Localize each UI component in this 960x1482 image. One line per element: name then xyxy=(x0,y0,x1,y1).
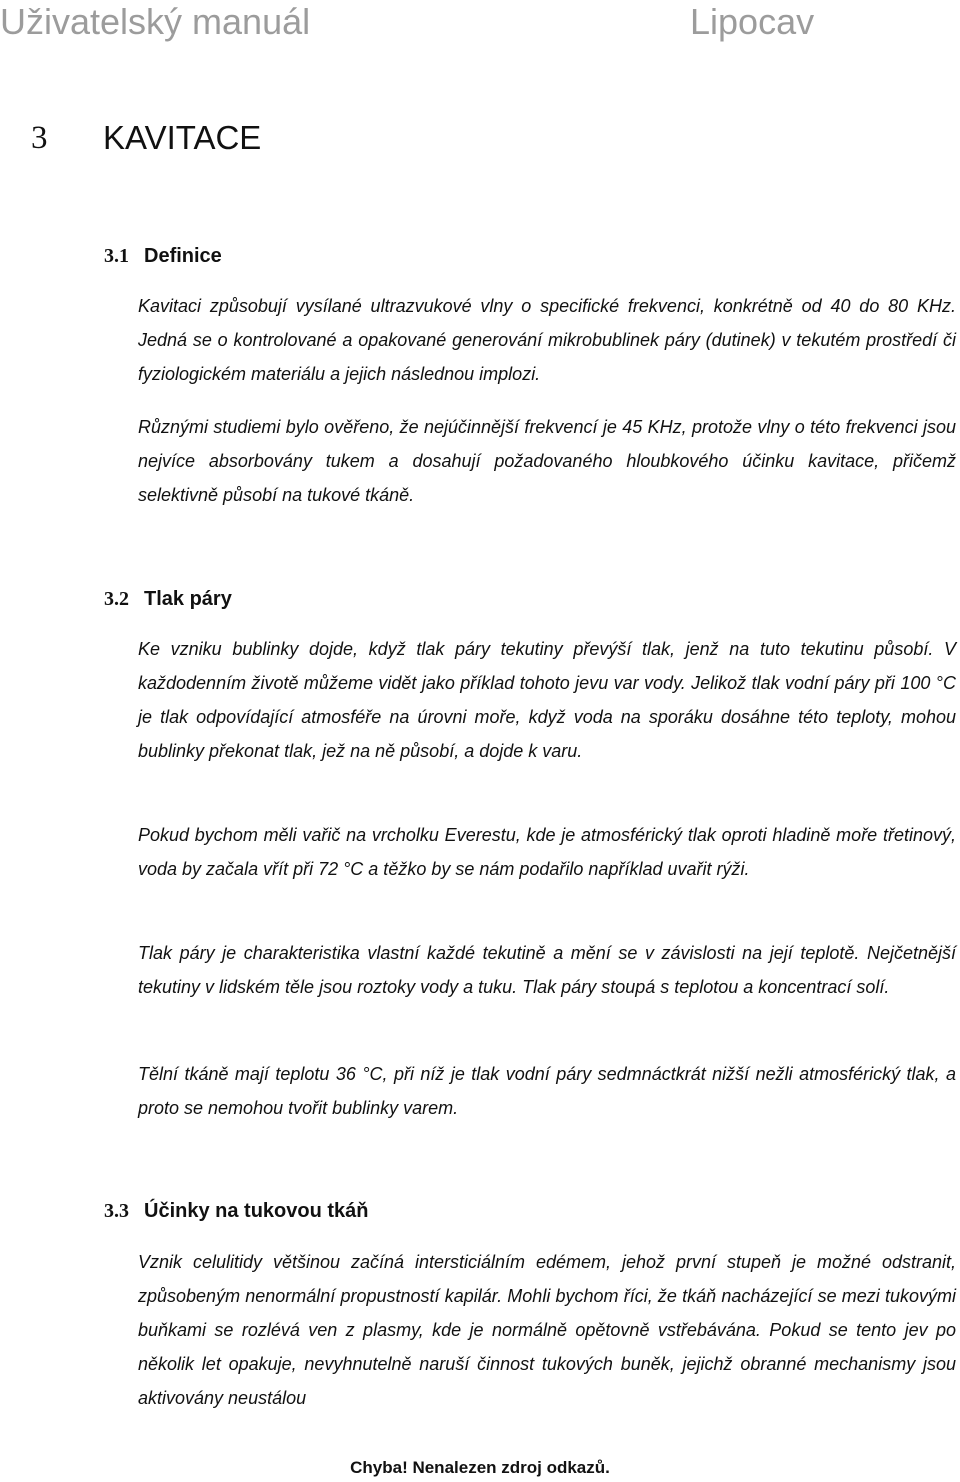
paragraph: Kavitaci způsobují vysílané ultrazvukové vlny o specifické frekvenci, konkrétně od 40 do 80 KHz. Jedná se o kontrolované a opakované generování mikrobublinek páry (dutinek) v tekutém prostředí či fyziologickém materiálu a jejich následnou implozi. xyxy=(138,296,956,384)
paragraph: Různými studiemi bylo ověřeno, že nejúčinnější frekvencí je 45 KHz, protože vlny o této frekvenci jsou nejvíce absorbovány tukem a dosahují požadovaného hloubkového účinku kavitace, přičemž selektivně působí na tukové tkáně. xyxy=(138,417,956,505)
paragraph: Tělní tkáně mají teplotu 36 °C, při níž je tlak vodní páry sedmnáctkrát nižší nežli atmosférický tlak, a proto se nemohou tvořit bublinky varem. xyxy=(138,1064,956,1118)
section-title: Definice xyxy=(144,245,222,267)
section-title: Účinky na tukovou tkáň xyxy=(144,1200,369,1222)
paragraph: Tlak páry je charakteristika vlastní každé tekutině a mění se v závislosti na její teplotě. Nejčetnější tekutiny v lidském těle jsou roztoky vody a tuku. Tlak páry stoupá s teplotou a koncentrací solí. xyxy=(138,943,956,997)
paragraph: Vznik celulitidy většinou začíná intersticiálním edémem, jehož první stupeň je možné odstranit, způsobeným nenormální propustností kapilár. Mohli bychom říci, že tkáň nacházející se mezi tukovými buňkami se rozlévá ven z plasmy, kde je normálně opětovně vstřebávána. Pokud se tento jev po několik let opakuje, nevyhnutelně naruší činnost tukových buněk, jejichž obranné mechanismy jsou aktivovány neustálou xyxy=(138,1252,956,1408)
section-number: 3.3 xyxy=(104,1200,129,1222)
document-title: Uživatelský manuál xyxy=(0,1,311,42)
section-title: Tlak páry xyxy=(144,588,232,610)
page-footer: Chyba! Nenalezen zdroj odkazů. xyxy=(350,1458,610,1477)
section-number: 3.2 xyxy=(104,588,129,610)
chapter-title: KAVITACE xyxy=(103,119,262,156)
product-name: Lipocav xyxy=(690,1,815,42)
paragraph: Pokud bychom měli vařič na vrcholku Everestu, kde je atmosférický tlak oproti hladině moře třetinový, voda by začala vřít při 72 °C a těžko by se nám podařilo například uvařit rýži. xyxy=(138,825,956,879)
section-number: 3.1 xyxy=(104,245,129,267)
chapter-number: 3 xyxy=(31,120,48,156)
paragraph: Ke vzniku bublinky dojde, když tlak páry tekutiny převýší tlak, jenž na tuto tekutinu působí. V každodenním životě můžeme vidět jako příklad tohoto jevu var vody. Jelikož tlak vodní páry při 100 °C je tlak odpovídající atmosféře na úrovni moře, když voda na sporáku dosáhne této teploty, mohou bublinky překonat tlak, jež na ně působí, a dojde k varu. xyxy=(138,639,956,761)
